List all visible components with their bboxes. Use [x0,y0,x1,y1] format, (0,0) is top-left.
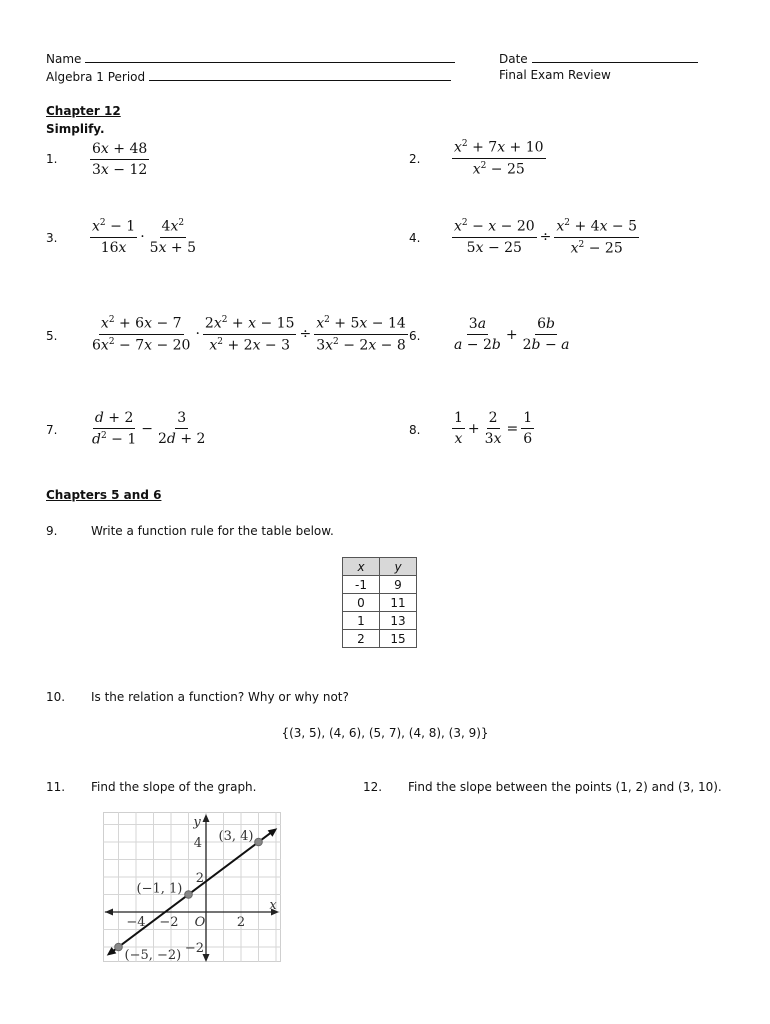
name-label: Name [46,52,82,66]
problem-5-number: 5. [46,329,58,343]
slope-graph [103,812,281,962]
problem-6-expression: $\frac{3a}{a - 2b}$ + $\frac{6b}{2b - a}$ [454,316,570,353]
origin-label: O [194,915,206,930]
simplify-instruction: Simplify. [46,122,105,136]
name-field[interactable] [85,50,455,63]
q12-text: Find the slope between the points (1, 2) and (3, 10). [408,780,722,794]
tick-label-y-4: 4 [193,836,202,851]
problem-7-number: 7. [46,423,58,437]
problem-8-expression: $\frac{1}{x}$ + $\frac{2}{3x}$ = $\frac{1}{6}$ [454,410,533,447]
table-row [343,630,417,648]
q10-number: 10. [46,690,66,704]
tick-label-x-2: 2 [236,915,246,930]
tick-label-x-neg4: −4 [126,915,146,930]
q10-text: Is the relation a function? Why or why not? [91,690,349,704]
q12-number: 12. [363,780,383,794]
problem-8-number: 8. [409,423,421,437]
table-row [343,612,417,630]
period-label: Algebra 1 Period [46,70,146,84]
table-cell: 1 [343,612,380,630]
graph-point [115,943,123,951]
y-axis-label: y [193,815,201,830]
x-axis-label: x [269,898,277,913]
problem-1-number: 1. [46,152,58,166]
function-table-container [342,557,417,648]
period-row [46,68,451,84]
table-header-x: x [343,558,380,576]
table-cell: -1 [343,576,380,594]
problem-3-number: 3. [46,231,58,245]
problem-2-number: 2. [409,152,421,166]
problem-3-expression: $\frac{x^2 - 1}{16x}$ · $\frac{4x^2}{5x + 5}$ [92,218,197,256]
table-cell: 2 [343,630,380,648]
tick-label-y-2: 2 [195,871,204,886]
chapters56-heading: Chapters 5 and 6 [46,488,162,502]
table-cell: 11 [380,594,417,612]
problem-5-expression: $\frac{x^2 + 6x - 7}{6x^2 - 7x - 20}$ · $\frac{2x^2 + x - 15}{x^2 + 2x - 3}$ ÷ $\frac{x^2 + 5x - 14}{3x^2 - 2x - 8}$ [92,315,406,354]
function-table [342,557,417,648]
table-cell: 15 [380,630,417,648]
table-cell: 0 [343,594,380,612]
table-row [343,594,417,612]
graph-point-label: (−5, −2) [124,948,182,962]
table-cell: 13 [380,612,417,630]
tick-label-x-neg2: −2 [159,915,179,930]
table-header-y: y [380,558,417,576]
q9-text: Write a function rule for the table below. [91,524,334,538]
graph-point [255,838,263,846]
q11-text: Find the slope of the graph. [91,780,257,794]
problem-1-expression: $\frac{6x + 48}{3x - 12}$ [92,141,148,178]
graph-point-label: (3, 4) [218,829,254,844]
name-row [46,50,455,66]
graph-point-label: (−1, 1) [136,881,183,897]
problem-6-number: 6. [409,329,421,343]
problem-2-expression: $\frac{x^2 + 7x + 10}{x^2 - 25}$ [454,139,544,178]
problem-7-expression: $\frac{d + 2}{d^2 - 1}$ − $\frac{3}{2d + 2}$ [92,410,206,448]
table-cell: 9 [380,576,417,594]
period-field[interactable] [149,68,451,81]
tick-label-y-neg2: −2 [184,941,204,956]
date-field[interactable] [532,50,698,63]
problem-4-number: 4. [409,231,421,245]
date-row [499,50,698,66]
page-title: Final Exam Review [499,68,611,82]
chapter12-heading: Chapter 12 [46,104,121,118]
table-header-row [343,558,417,576]
table-row [343,576,417,594]
q11-number: 11. [46,780,66,794]
problem-4-expression: $\frac{x^2 - x - 20}{5x - 25}$ ÷ $\frac{x^2 + 4x - 5}{x^2 - 25}$ [454,218,638,257]
date-label: Date [499,52,528,66]
relation-set: {(3, 5), (4, 6), (5, 7), (4, 8), (3, 9)} [281,726,489,740]
q9-number: 9. [46,524,58,538]
graph-point [185,891,193,899]
